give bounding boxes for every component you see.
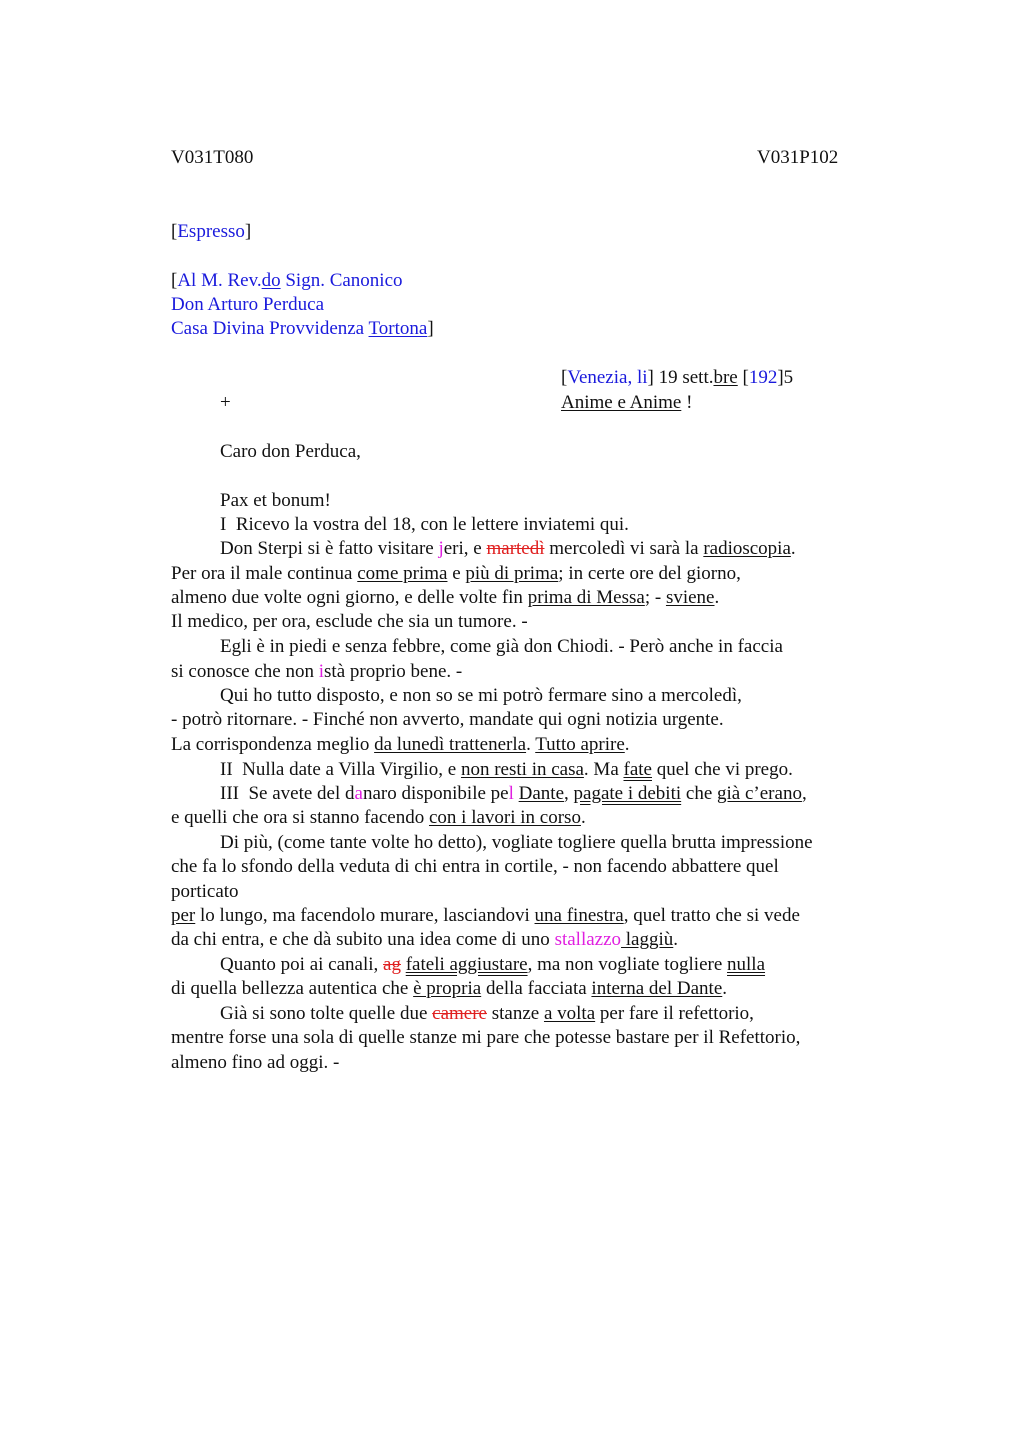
text-line: Quanto poi ai canali, ag fateli aggiustare, ma non vogliate togliere nulla: [220, 954, 766, 975]
text-line: per lo lungo, ma facendolo murare, lasciandovi una finestra, quel tratto che si vede: [171, 905, 800, 926]
text-line: almeno fino ad oggi. -: [171, 1052, 340, 1073]
greeting: Pax et bonum!: [220, 490, 331, 511]
text-line: Qui ho tutto disposto, e non so se mi potrò fermare sino a mercoledì,: [220, 685, 742, 706]
text-line: che fa lo sfondo della veduta di chi entra in cortile, - non facendo abbattere quel: [171, 856, 779, 877]
text-line: Don Sterpi si è fatto visitare jeri, e martedì mercoledì vi sarà la radioscopia.: [220, 538, 796, 559]
address-line-3: Casa Divina Provvidenza Tortona]: [171, 318, 434, 339]
date-line: [Venezia, li] 19 sett.bre [192]5: [561, 367, 794, 388]
address-line-2: Don Arturo Perduca: [171, 294, 325, 315]
text-line: mentre forse una sola di quelle stanze mi pare che potesse bastare per il Refettorio,: [171, 1027, 801, 1048]
text-line: I Ricevo la vostra del 18, con le lettere inviatemi qui.: [220, 514, 629, 535]
text-line: III Se avete del danaro disponibile pel Dante, pagate i debiti che già c’erano,: [220, 783, 807, 804]
envelope-type: [Espresso]: [171, 221, 252, 242]
salutation: Caro don Perduca,: [220, 441, 361, 462]
text-line: Già si sono tolte quelle due camere stanze a volta per fare il refettorio,: [220, 1003, 754, 1024]
motto: Anime e Anime !: [561, 392, 693, 413]
text-line: porticato: [171, 881, 239, 902]
cross-mark: +: [220, 392, 231, 413]
archive-code-right: V031P102: [757, 147, 839, 168]
text-line: di quella bellezza autentica che è propria della facciata interna del Dante.: [171, 978, 728, 999]
text-line: si conosce che non istà proprio bene. -: [171, 661, 463, 682]
text-line: La corrispondenza meglio da lunedì trattenerla. Tutto aprire.: [171, 734, 630, 755]
address-line-1: [Al M. Rev.do Sign. Canonico: [171, 270, 403, 291]
text-line: almeno due volte ogni giorno, e delle volte fin prima di Messa; - sviene.: [171, 587, 720, 608]
text-line: Il medico, per ora, esclude che sia un tumore. -: [171, 611, 528, 632]
text-line: Egli è in piedi e senza febbre, come già don Chiodi. - Però anche in faccia: [220, 636, 783, 657]
text-line: da chi entra, e che dà subito una idea come di uno stallazzo laggiù.: [171, 929, 679, 950]
text-line: e quelli che ora si stanno facendo con i lavori in corso.: [171, 807, 586, 828]
text-line: II Nulla date a Villa Virgilio, e non resti in casa. Ma fate quel che vi prego.: [220, 759, 793, 780]
text-line: Per ora il male continua come prima e più di prima; in certe ore del giorno,: [171, 563, 741, 584]
text-line: - potrò ritornare. - Finché non avverto, mandate qui ogni notizia urgente.: [171, 709, 724, 730]
archive-code-left: V031T080: [171, 147, 254, 168]
text-line: Di più, (come tante volte ho detto), vogliate togliere quella brutta impressione: [220, 832, 813, 853]
